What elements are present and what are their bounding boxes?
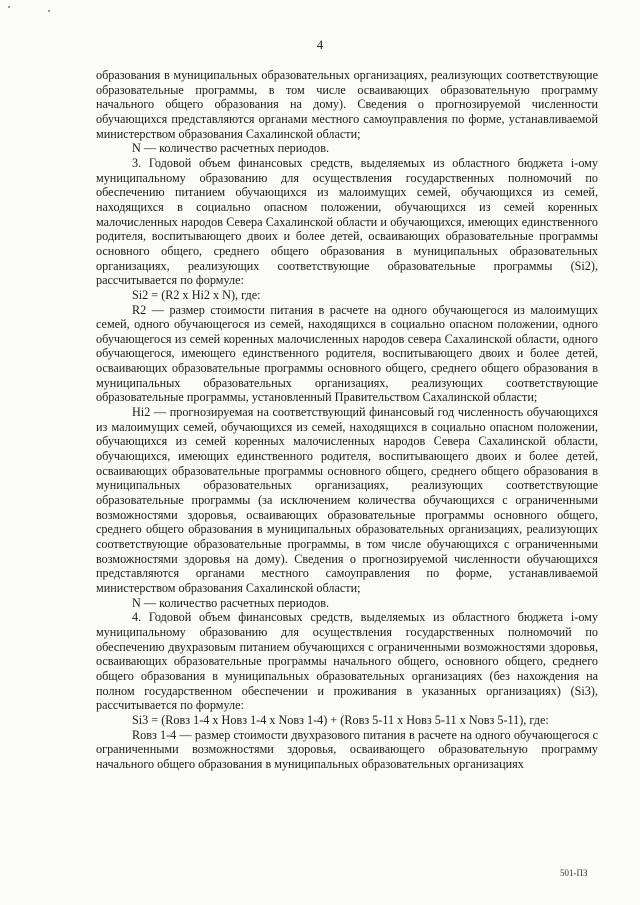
formula: Si2 = (R2 x Hi2 x N), где: bbox=[132, 287, 261, 302]
paragraph: Rовз 1-4 — размер стоимости двухразового питания в расчете на одного обучающегося с ограниченными возможностями здоровья, осваивающего образовательную программу начального общего образования в муниципальных образовательных организациях bbox=[96, 727, 598, 771]
scan-speck bbox=[48, 10, 50, 12]
paragraph: образования в муниципальных образовательных организациях, реализующих соответствующие образовательные программы, в том числе осваивающих образовательную программу начального общего образования на дому). Сведения о прогнозируемой численности обучающихся представляются органами местного самоуправления по форме, устанавливаемой министерством образования Сахалинской области; bbox=[96, 68, 598, 141]
paragraph: Hi2 — прогнозируемая на соответствующий финансовый год численность обучающихся из малоимущих семей, обучающихся из семей, находящихся в социально опасном положении, обучающихся из семей коренных малочисленных народов Севера Сахалинской области, обучающихся, имеющих единственного родителя, воспитывающего двоих и более детей, осваивающих образовательные программы основного общего, среднего общего образования в муниципальных образовательных организациях, реализующих соответствующие образовательные программы (за исключением количества обучающихся с ограниченными возможностями здоровья, осваивающих образовательные программы основного общего, среднего общего образования в муниципальных образовательных организациях, реализующих соответствующие образовательные программы, в том числе обучающихся с ограниченными возможностями здоровья на дому). Сведения о прогнозируемой численности обучающихся представляются органами местного самоуправления по форме, устанавливаемой министерством образования Сахалинской области; bbox=[96, 405, 598, 595]
paragraph: N — количество расчетных периодов. bbox=[132, 141, 330, 156]
paragraph: N — количество расчетных периодов. bbox=[132, 595, 330, 610]
document-body bbox=[96, 68, 598, 772]
paragraph: R2 — размер стоимости питания в расчете на одного обучающегося из малоимущих семей, одного обучающегося из семей, находящихся в социально опасном положении, одного обучающегося из семей коренных малочисленных народов севера Сахалинской области, одного обучающегося, имеющего единственного родителя, воспитывающего двоих и более детей, осваивающих образовательные программы основного общего, среднего общего образования в муниципальных образовательных организациях, реализующих соответствующие образовательные программы, установленный Правительством Сахалинской области; bbox=[96, 302, 598, 405]
scan-speck bbox=[8, 6, 10, 8]
formula: Si3 = (Rовз 1-4 x Hовз 1-4 x Nовз 1-4) + (Rовз 5-11 x Hовз 5-11 x Nовз 5-11), где: bbox=[132, 712, 549, 727]
paragraph: 3. Годовой объем финансовых средств, выделяемых из областного бюджета i-ому муниципальному образованию для осуществления государственных полномочий по обеспечению питанием обучающихся из малоимущих семей, обучающихся из семей, находящихся в социально опасном положении, обучающихся из семей коренных малочисленных народов Севера Сахалинской области и обучающихся, имеющих единственного родителя, воспитывающего двоих и более детей, осваивающих образовательные программы основного общего, среднего общего образования в муниципальных образовательных организациях, реализующих соответствующие образовательные программы (Si2), рассчитывается по формуле: bbox=[96, 155, 598, 288]
page-number: 4 bbox=[316, 38, 324, 52]
document-code: 501-ПЗ bbox=[560, 868, 588, 878]
paragraph: 4. Годовой объем финансовых средств, выделяемых из областного бюджета i-ому муниципальному образованию для осуществления государственных полномочий по обеспечению двухразовым питанием обучающихся с ограниченными возможностями здоровья, осваивающих образовательные программы начального общего, основного общего, среднего общего образования в муниципальных образовательных организациях (без нахождения на полном государственном обеспечении и проживания в указанных организациях) (Si3), рассчитывается по формуле: bbox=[96, 610, 598, 713]
